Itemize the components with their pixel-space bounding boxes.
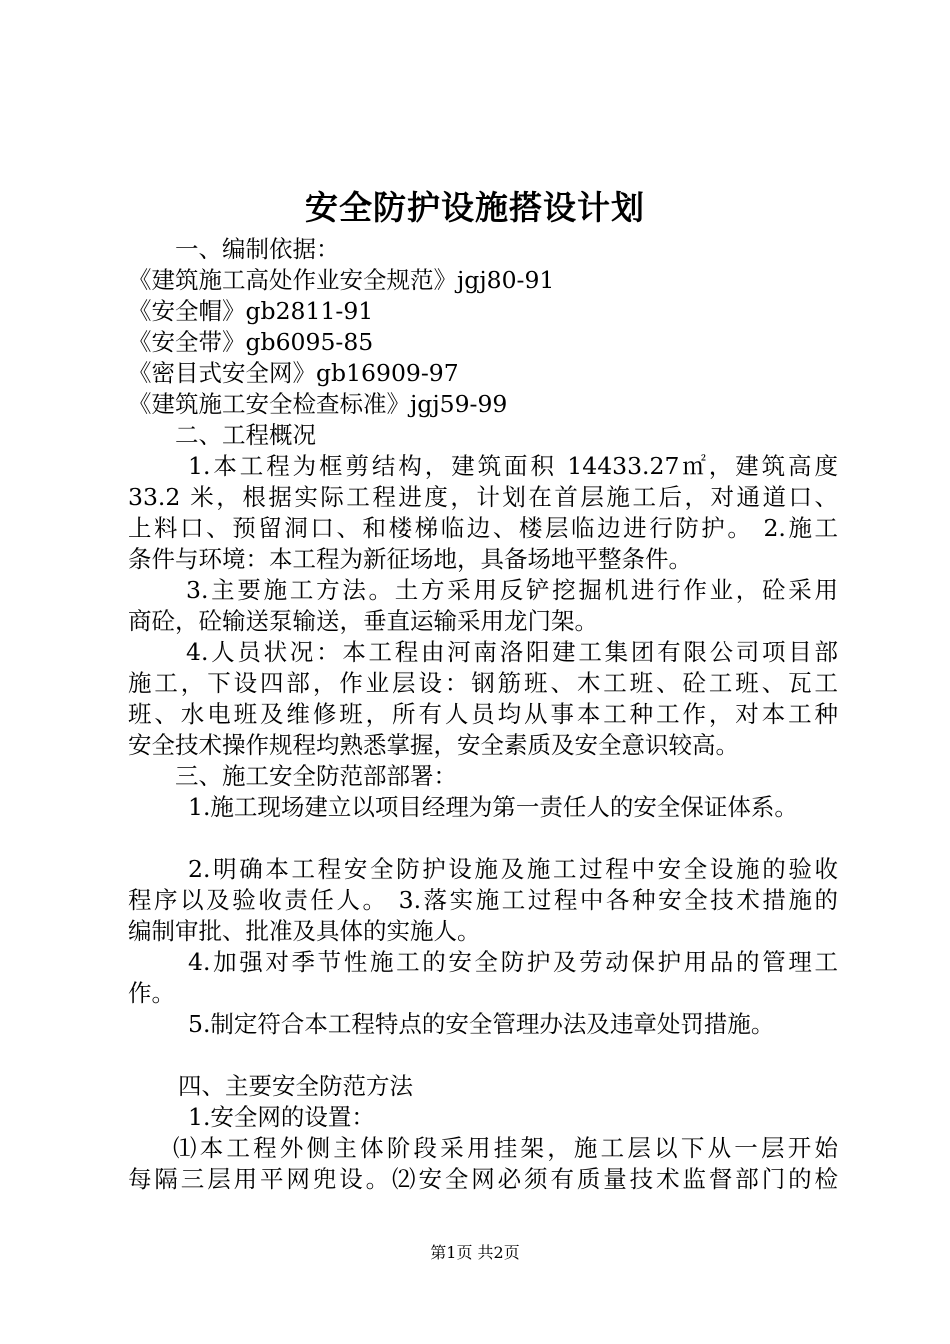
subsection-heading: 1.安全网的设置： [188, 1103, 375, 1131]
paragraph-line: 5.制定符合本工程特点的安全管理办法及违章处罚措施。 [188, 1010, 775, 1038]
paragraph-line: 1.施工现场建立以项目经理为第一责任人的安全保证体系。 [188, 793, 798, 821]
paragraph-line: 3.主要施工方法。土方采用反铲挖掘机进行作业，砼采用 [186, 576, 838, 604]
document-body [128, 234, 838, 1195]
paragraph-line: 条件与环境：本工程为新征场地，具备场地平整条件。 [128, 545, 692, 573]
paragraph-line: 4.人员状况：本工程由河南洛阳建工集团有限公司项目部 [186, 638, 838, 666]
reference-line: 《建筑施工高处作业安全规范》jgj80-91 [128, 266, 555, 294]
paragraph-line: 上料口、预留洞口、和楼梯临边、楼层临边进行防护。 2.施工 [128, 514, 838, 542]
paragraph-line: 4.加强对季节性施工的安全防护及劳动保护用品的管理工 [188, 948, 838, 976]
document-title: 安全防护设施搭设计划 [305, 188, 645, 227]
paragraph-line: 2.明确本工程安全防护设施及施工过程中安全设施的验收 [188, 855, 838, 883]
paragraph-line: 程序以及验收责任人。 3.落实施工过程中各种安全技术措施的 [128, 886, 838, 914]
section-heading-1: 一、编制依据： [175, 235, 340, 263]
reference-line: 《安全帽》gb2811-91 [128, 297, 374, 325]
section-heading-3: 三、施工安全防范部部署： [175, 762, 457, 790]
paragraph-line: ⑴本工程外侧主体阶段采用挂架，施工层以下从一层开始 [173, 1134, 838, 1162]
page-footer: 第1页 共2页 [430, 1243, 520, 1262]
reference-line: 《建筑施工安全检查标准》jgj59-99 [128, 390, 508, 418]
reference-line: 《密目式安全网》gb16909-97 [128, 359, 459, 387]
paragraph-line: 每隔三层用平网兜设。⑵安全网必须有质量技术监督部门的检 [128, 1165, 838, 1193]
paragraph-line: 班、水电班及维修班，所有人员均从事本工种工作，对本工种 [128, 700, 838, 728]
paragraph-line: 安全技术操作规程均熟悉掌握，安全素质及安全意识较高。 [128, 731, 739, 759]
section-heading-2: 二、工程概况 [175, 421, 316, 449]
reference-line: 《安全带》gb6095-85 [128, 328, 374, 356]
paragraph-line: 33.2 米，根据实际工程进度，计划在首层施工后，对通道口、 [128, 483, 838, 511]
paragraph-line: 施工，下设四部，作业层设：钢筋班、木工班、砼工班、瓦工 [128, 669, 838, 697]
paragraph-line: 商砼，砼输送泵输送，垂直运输采用龙门架。 [128, 607, 598, 635]
section-heading-4: 四、主要安全防范方法 [178, 1072, 413, 1100]
paragraph-line: 1.本工程为框剪结构，建筑面积 14433.27㎡，建筑高度 [188, 452, 838, 480]
paragraph-line: 编制审批、批准及具体的实施人。 [128, 917, 481, 945]
paragraph-line: 作。 [128, 979, 175, 1007]
